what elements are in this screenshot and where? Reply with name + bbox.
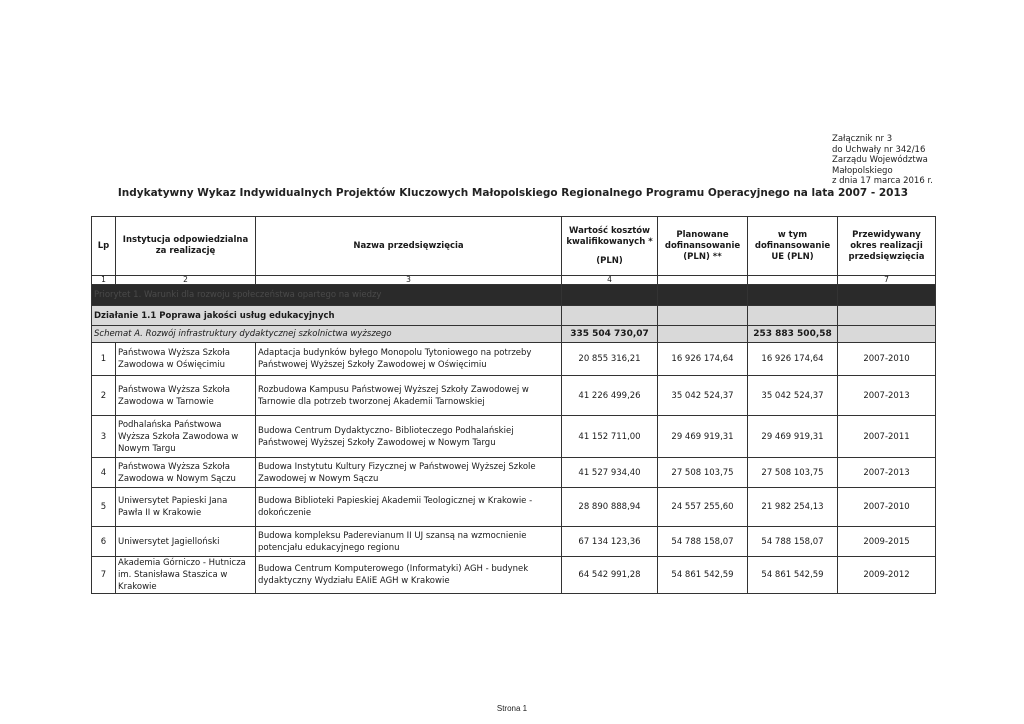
row-eligible-cost: 41 527 934,40 (562, 458, 658, 488)
priority-cell (838, 285, 936, 306)
row-eligible-cost: 41 226 499,26 (562, 376, 658, 416)
row-eligible-cost: 67 134 123,36 (562, 527, 658, 557)
row-eu-funding: 16 926 174,64 (748, 343, 838, 376)
row-eu-funding: 29 469 919,31 (748, 416, 838, 458)
header-row (92, 217, 936, 276)
row-eu-funding: 54 861 542,59 (748, 557, 838, 594)
scheme-label: Schemat A. Rozwój infrastruktury dydaktycznej szkolnictwa wyższego (92, 326, 562, 343)
row-eligible-cost: 64 542 991,28 (562, 557, 658, 594)
row-lp: 4 (92, 458, 116, 488)
row-project: Budowa Biblioteki Papieskiej Akademii Teologicznej w Krakowie - dokończenie (256, 488, 562, 527)
annex-line: do Uchwały nr 342/16 (832, 144, 926, 155)
scheme-eligible-cost: 335 504 730,07 (562, 326, 658, 343)
priority-row (92, 285, 936, 306)
header-lp: Lp (92, 217, 116, 276)
row-project: Budowa Centrum Komputerowego (Informatyki) AGH - budynek dydaktyczny Wydziału EAIiE AGH w Krakowie (256, 557, 562, 594)
row-eu-funding: 35 042 524,37 (748, 376, 838, 416)
action-cell (748, 306, 838, 326)
row-institution: Państwowa Wyższa Szkoła Zawodowa w Nowym Sączu (116, 458, 256, 488)
row-project: Rozbudowa Kampusu Państwowej Wyższej Szkoły Zawodowej w Tarnowie dla potrzeb tworzonej Akademii Tarnowskiej (256, 376, 562, 416)
row-institution: Uniwersytet Jagielloński (116, 527, 256, 557)
row-eu-funding: 54 788 158,07 (748, 527, 838, 557)
header-period: Przewidywany okres realizacji przedsięwzięcia (838, 217, 936, 276)
row-eligible-cost: 28 890 888,94 (562, 488, 658, 527)
row-eu-funding: 21 982 254,13 (748, 488, 838, 527)
action-row (92, 306, 936, 326)
row-lp: 6 (92, 527, 116, 557)
priority-cell (562, 285, 658, 306)
row-institution: Państwowa Wyższa Szkoła Zawodowa w Tarnowie (116, 376, 256, 416)
row-lp: 5 (92, 488, 116, 527)
row-planned-funding: 54 788 158,07 (658, 527, 748, 557)
scheme-planned-funding (658, 326, 748, 343)
row-lp: 3 (92, 416, 116, 458)
page-number: Strona 1 (496, 704, 528, 713)
annex-line: Małopolskiego (832, 165, 893, 176)
row-period: 2009-2015 (838, 527, 936, 557)
action-cell (838, 306, 936, 326)
row-institution: Podhalańska Państwowa Wyższa Szkoła Zawodowa w Nowym Targu (116, 416, 256, 458)
row-period: 2007-2013 (838, 376, 936, 416)
column-number: 1 (92, 276, 116, 285)
row-period: 2007-2010 (838, 343, 936, 376)
header-eligible-cost (562, 217, 658, 276)
row-planned-funding: 16 926 174,64 (658, 343, 748, 376)
projects-table (91, 216, 936, 594)
row-period: 2007-2011 (838, 416, 936, 458)
header-eligible-cost-unit: (PLN) (596, 255, 623, 266)
table-row (92, 458, 936, 488)
annex-note (832, 134, 933, 187)
document-title (0, 187, 1024, 199)
scheme-eu-funding: 253 883 500,58 (748, 326, 838, 343)
annex-line: z dnia 17 marca 2016 r. (832, 176, 933, 186)
action-cell (658, 306, 748, 326)
row-period: 2009-2012 (838, 557, 936, 594)
row-planned-funding: 29 469 919,31 (658, 416, 748, 458)
column-number: 2 (116, 276, 256, 285)
row-eligible-cost: 20 855 316,21 (562, 343, 658, 376)
column-number (748, 276, 838, 285)
row-project: Budowa kompleksu Paderevianum II UJ szansą na wzmocnienie potencjału edukacyjnego regionu (256, 527, 562, 557)
row-institution: Uniwersytet Papieski Jana Pawła II w Krakowie (116, 488, 256, 527)
header-institution: Instytucja odpowiedzialna za realizację (116, 217, 256, 276)
document-title-text: Indykatywny Wykaz Indywidualnych Projektów Kluczowych Małopolskiego Regionalnego Programu Operacyjnego na lata 2007 - 2013 (117, 187, 909, 199)
priority-label: Priorytet 1. Warunki dla rozwoju społeczeństwa opartego na wiedzy (92, 285, 562, 306)
row-planned-funding: 54 861 542,59 (658, 557, 748, 594)
table-row (92, 527, 936, 557)
row-institution: Akademia Górniczo - Hutnicza im. Stanisława Staszica w Krakowie (116, 557, 256, 594)
row-lp: 7 (92, 557, 116, 594)
row-institution: Państwowa Wyższa Szkoła Zawodowa w Oświęcimiu (116, 343, 256, 376)
action-cell (562, 306, 658, 326)
header-project: Nazwa przedsięwzięcia (256, 217, 562, 276)
scheme-row (92, 326, 936, 343)
column-number: 7 (838, 276, 936, 285)
annex-line: Załącznik nr 3 (832, 134, 893, 144)
table-row (92, 376, 936, 416)
row-planned-funding: 24 557 255,60 (658, 488, 748, 527)
scheme-period (838, 326, 936, 343)
row-project: Budowa Centrum Dydaktyczno- Biblioteczego Podhalańskiej Państwowej Wyższej Szkoły Zawodowej w Nowym Targu (256, 416, 562, 458)
column-number-row (92, 276, 936, 285)
column-number: 4 (562, 276, 658, 285)
priority-cell (658, 285, 748, 306)
row-project: Budowa Instytutu Kultury Fizycznej w Państwowej Wyższej Szkole Zawodowej w Nowym Sączu (256, 458, 562, 488)
row-lp: 1 (92, 343, 116, 376)
row-period: 2007-2013 (838, 458, 936, 488)
row-eligible-cost: 41 152 711,00 (562, 416, 658, 458)
table-row (92, 488, 936, 527)
header-planned-funding: Planowane dofinansowanie (PLN) ** (658, 217, 748, 276)
row-lp: 2 (92, 376, 116, 416)
row-project: Adaptacja budynków byłego Monopolu Tytoniowego na potrzeby Państwowej Wyższej Szkoły Zawodowej w Oświęcimiu (256, 343, 562, 376)
table-row (92, 416, 936, 458)
row-planned-funding: 27 508 103,75 (658, 458, 748, 488)
column-number: 3 (256, 276, 562, 285)
header-eu-funding: w tym dofinansowanie UE (PLN) (748, 217, 838, 276)
table-row (92, 557, 936, 594)
action-label: Działanie 1.1 Poprawa jakości usług edukacyjnych (92, 306, 562, 326)
row-eu-funding: 27 508 103,75 (748, 458, 838, 488)
column-number (658, 276, 748, 285)
header-eligible-cost-label: Wartość kosztów kwalifikowanych * (566, 225, 653, 247)
table-row (92, 343, 936, 376)
row-planned-funding: 35 042 524,37 (658, 376, 748, 416)
row-period: 2007-2010 (838, 488, 936, 527)
annex-line: Zarządu Województwa (832, 155, 928, 165)
priority-cell (748, 285, 838, 306)
